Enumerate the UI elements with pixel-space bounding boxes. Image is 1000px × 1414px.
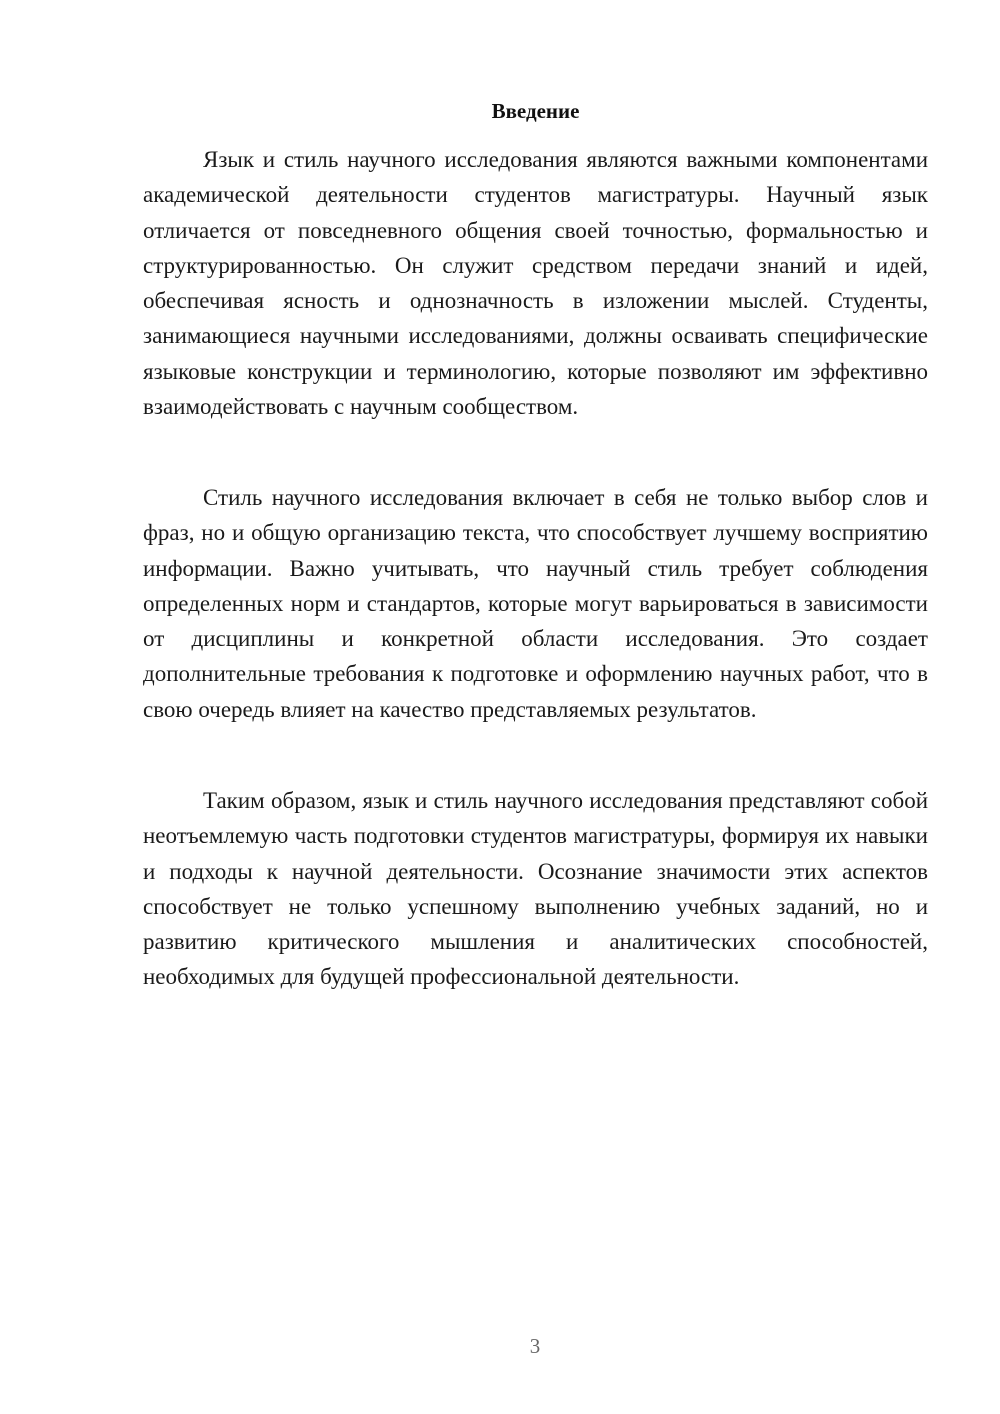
paragraph-2: Стиль научного исследования включает в себя не только выбор слов и фраз, но и общую организацию текста, что способствует лучшему восприятию информации. Важно учитывать, что научный стиль требует соблюдения определенных норм и стандартов, которые могут варьироваться в зависимости от дисциплины и конкретной области исследования. Это создает дополнительные требования к подготовке и оформлению научных работ, что в свою очередь влияет на качество представляемых результатов.	[143, 485, 928, 722]
section-heading: Введение	[491, 99, 580, 123]
paragraph-3: Таким образом, язык и стиль научного исследования представляют собой неотъемлемую часть подготовки студентов магистратуры, формируя их навыки и подходы к научной деятельности. Осознание значимости этих аспектов способствует не только успешному выполнению учебных заданий, но и развитию критического мышления и аналитических способностей, необходимых для будущей профессиональной деятельности.	[143, 788, 928, 990]
paragraph-1: Язык и стиль научного исследования являются важными компонентами академической деятельности студентов магистратуры. Научный язык отличается от повседневного общения своей точностью, формальностью и структурированностью. Он служит средством передачи знаний и идей, обеспечивая ясность и однозначность в изложении мыслей. Студенты, занимающиеся научными исследованиями, должны осваивать специфические языковые конструкции и терминологию, которые позволяют им эффективно взаимодействовать с научным сообществом.	[143, 147, 928, 420]
page-number: 3	[529, 1334, 541, 1358]
